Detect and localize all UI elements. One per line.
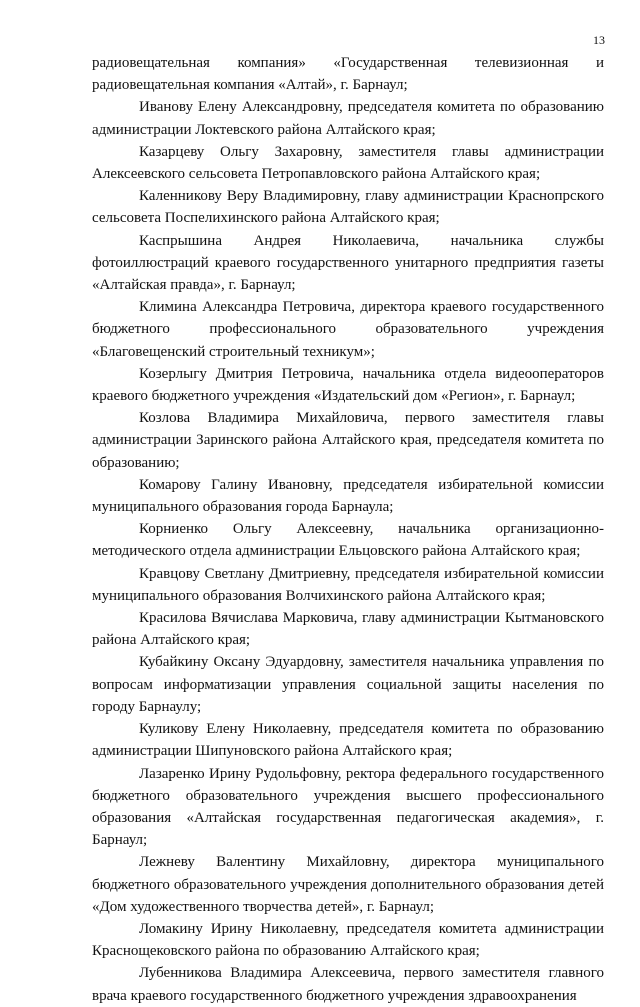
list-item: Комарову Галину Ивановну, председателя избирательной комиссии муниципального образования города Барнаула; — [92, 476, 604, 516]
list-item: Иванову Елену Александровну, председателя комитета по образованию администрации Локтевского района Алтайского края; — [92, 99, 604, 138]
list-item: Кубайкину Оксану Эдуардовну, заместителя начальника управления по вопросам информатизации управления социальной защиты населения по городу Барнаулу; — [92, 654, 604, 715]
list-item: Каленникову Веру Владимировну, главу администрации Краснопрского сельсовета Поспелихинского района Алтайского края; — [92, 188, 604, 227]
list-item: Кравцову Светлану Дмитриевну, председателя избирательной комиссии муниципального образования Волчихинского района Алтайского края; — [92, 565, 604, 604]
list-item: Лазаренко Ирину Рудольфовну, ректора федерального государственного бюджетного образовательного учреждения высшего профессионального образования «Алтайская государственная педагогическая академия», г. Барнаул; — [92, 765, 604, 849]
list-item: Ломакину Ирину Николаевну, председателя комитета администрации Краснощековского района по образованию Алтайского края; — [92, 920, 604, 960]
list-item: Козерлыгу Дмитрия Петровича, начальника отдела видеооператоров краевого бюджетного учреждения «Издательский дом «Регион», г. Барнаул; — [92, 365, 604, 405]
list-item: Казарцеву Ольгу Захаровну, заместителя главы администрации Алексеевского сельсовета Петропавловского района Алтайского края; — [92, 143, 604, 183]
list-item: Куликову Елену Николаевну, председателя комитета по образованию администрации Шипуновского района Алтайского края; — [92, 721, 604, 760]
paragraph-continuation: радиовещательная компания» «Государственная телевизионная и радиовещательная компания «Алтай», г. Барнаул; — [92, 55, 604, 94]
list-item: Каспрышина Андрея Николаевича, начальника службы фотоиллюстраций краевого государственного унитарного предприятия газеты «Алтайская правда», г. Барнаул; — [92, 232, 604, 294]
list-item: Лубенникова Владимира Алексеевича, первого заместителя главного врача краевого государственного бюджетного учреждения здравоохранения — [92, 965, 604, 1004]
list-item: Климина Александра Петровича, директора краевого государственного бюджетного профессионального образовательного учреждения «Благовещенский строительный техникум»; — [92, 299, 604, 360]
list-item: Лежневу Валентину Михайловну, директора муниципального бюджетного образовательного учреждения дополнительного образования детей «Дом художественного творчества детей», г. Барнаул; — [92, 854, 604, 915]
list-item: Красилова Вячислава Марковича, главу администрации Кытмановского района Алтайского края; — [92, 610, 604, 649]
document-body — [92, 52, 604, 1007]
list-item: Козлова Владимира Михайловича, первого заместителя главы администрации Заринского района Алтайского края, председателя комитета по образованию; — [92, 410, 604, 471]
list-item: Корниенко Ольгу Алексеевну, начальника организационно-методического отдела администрации Ельцовского района Алтайского края; — [92, 521, 604, 560]
page-number: 13 — [593, 33, 605, 47]
